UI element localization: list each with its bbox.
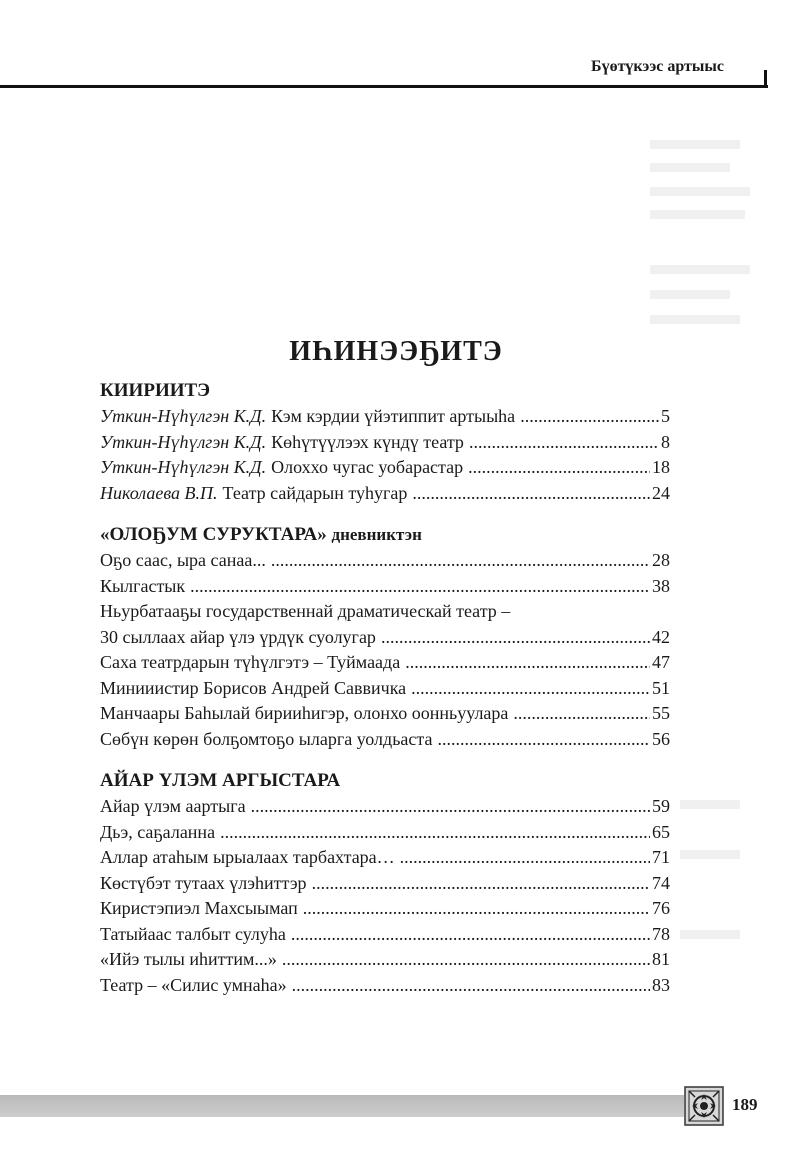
toc-entry [100,676,670,702]
entry-title: Кылгастык [100,575,186,596]
entry-page: 47 [652,652,670,672]
toc-entry [100,947,670,973]
entry-title: Сөбүн көрөн болҕомтоҕо ыларга уолдьаста [100,728,433,749]
dot-leader [292,973,650,999]
dot-leader [405,650,650,676]
dot-leader [291,922,650,948]
toc-section-companions [100,768,670,998]
entry-title: Олоххо чугас уобарастар [271,457,464,477]
dot-leader [437,727,650,753]
page-number: 189 [732,1095,758,1114]
toc-entry [100,922,670,948]
entry-title: Саха театрдарын түһүлгэтэ – Туймаада [100,652,401,672]
entry-page: 8 [661,431,670,452]
entry-title: Дьэ, саҕаланна [100,821,216,842]
toc-entry [100,794,670,820]
entry-page: 38 [652,575,670,596]
entry-page: 65 [652,821,670,842]
ornament-icon [684,1086,724,1126]
entry-title: Театр – «Силис умнаһа» [100,974,287,995]
entry-title: Татыйаас талбыт сулуһа [100,923,286,944]
entry-page: 81 [652,949,670,969]
dot-leader [312,871,650,897]
entry-author: Николаева В.П. [100,482,218,503]
toc-section-introduction [100,378,670,506]
dot-leader [303,896,650,922]
entry-page: 51 [652,677,670,698]
entry-page: 5 [661,406,670,426]
toc-entry [100,625,670,651]
page-title: ИҺИНЭЭҔИТЭ [289,336,503,367]
toc-entry [100,481,670,507]
dot-leader [468,455,650,481]
section-heading: АЙАР ҮЛЭМ АРГЫСТАРА [100,770,341,791]
header-rule-end [764,70,767,88]
entry-title-continuation: 30 сыллаах айар үлэ үрдүк суолугар [100,626,376,647]
entry-author: Уткин-Нүһүлгэн К.Д. [100,457,267,477]
entry-title: Кэм кэрдии үйэтиппит артыыһа [271,406,516,426]
entry-author: Уткин-Нүһүлгэн К.Д. [100,431,267,452]
toc-entry [100,455,670,481]
entry-title: Манчаары Баһылай бирииһигэр, олонхо оонньуулара [100,703,509,723]
toc-entry [100,871,670,897]
entry-title: Айар үлэм аартыга [100,796,246,816]
toc-entry [100,727,670,753]
toc-entry [100,574,670,600]
table-of-contents [100,378,670,998]
entry-title: Киристэпиэл Махсыымап [100,898,298,918]
running-head: Бүөтүкээс артыыс [590,58,724,75]
toc-entry [100,548,670,574]
entry-page: 24 [652,482,670,503]
dot-leader [400,845,650,871]
dot-leader [251,794,650,820]
entry-page: 71 [652,847,670,867]
dot-leader [469,430,659,456]
section-heading [100,522,670,548]
toc-entry [100,701,670,727]
toc-entry [100,820,670,846]
toc-entry [100,845,670,871]
entry-page: 83 [652,974,670,995]
toc-section-diary [100,522,670,752]
toc-entry [100,650,670,676]
entry-page: 55 [652,703,670,723]
toc-entry [100,404,670,430]
entry-page: 74 [652,872,670,893]
toc-entry [100,430,670,456]
dot-leader [411,676,650,702]
section-heading-text: «ОЛОҔУМ СУРУКТАРА» [100,524,327,545]
section-heading: КИИРИИТЭ [100,380,211,401]
entry-author: Уткин-Нүһүлгэн К.Д. [100,406,267,426]
entry-page: 28 [652,550,670,570]
entry-title: Театр сайдарын туһугар [222,482,408,503]
header-rule [0,85,768,88]
section-subheading: дневниктэн [331,525,422,544]
entry-page: 56 [652,728,670,749]
dot-leader [520,404,659,430]
dot-leader [220,820,650,846]
entry-page: 18 [652,457,670,477]
entry-title: «Ийэ тылы иһиттим...» [100,949,277,969]
entry-title: Аллар атаһым ырыалаах тарбахтара… [100,847,395,867]
dot-leader [282,947,650,973]
entry-title: Оҕо саас, ыра санаа... [100,550,266,570]
dot-leader [381,625,650,651]
dot-leader [412,481,650,507]
footer-bar [0,1095,684,1117]
dot-leader [271,548,650,574]
entry-page: 59 [652,796,670,816]
entry-title: Ньурбатааҕы государственнай драматическай театр – [100,601,511,621]
entry-page: 42 [652,626,670,647]
dot-leader [513,701,650,727]
entry-page: 76 [652,898,670,918]
dot-leader [190,574,650,600]
entry-title: Минииистир Борисов Андрей Саввичка [100,677,407,698]
entry-title: Көһүтүүлээх күндү театр [271,431,464,452]
toc-entry [100,973,670,999]
toc-entry [100,896,670,922]
entry-title: Көстүбэт тутаах үлэһиттэр [100,872,307,893]
entry-page: 78 [652,923,670,944]
